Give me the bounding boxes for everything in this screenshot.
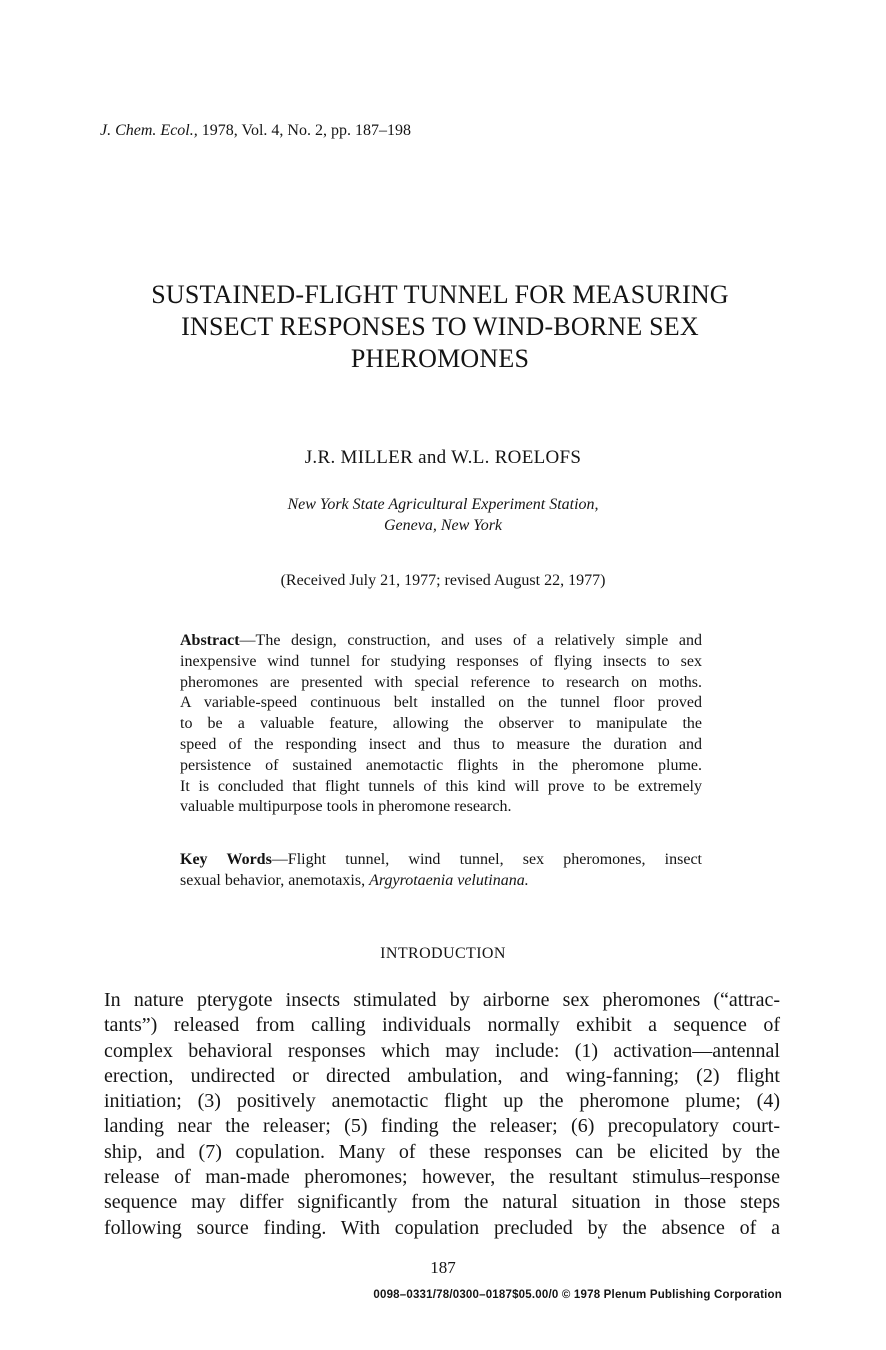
title-line: INSECT RESPONSES TO WIND-BORNE SEX: [181, 312, 699, 341]
article-title: [100, 279, 780, 375]
page-number: 187: [430, 1258, 456, 1277]
species-name: Argyrotaenia velutinana.: [369, 872, 529, 889]
authors: J.R. MILLER and W.L. ROELOFS: [304, 447, 582, 468]
abstract-line: A variable-speed continuous belt installed on the tunnel floor proved: [180, 694, 702, 712]
section-heading: INTRODUCTION: [380, 945, 506, 962]
keywords-text: sexual behavior, anemotaxis,: [180, 872, 370, 889]
title-line: SUSTAINED-FLIGHT TUNNEL FOR MEASURING: [151, 280, 729, 309]
body-line: complex behavioral responses which may include: (1) activation—antennal: [104, 1039, 780, 1062]
abstract: [180, 631, 702, 818]
body-line: tants”) released from calling individuals normally exhibit a sequence of: [104, 1014, 780, 1037]
body-line: landing near the releaser; (5) finding the releaser; (6) precopulatory court-: [104, 1115, 780, 1138]
body-line: erection, undirected or directed ambulation, and wing-fanning; (2) flight: [104, 1064, 780, 1087]
body-line: sequence may differ significantly from the natural situation in those steps: [104, 1191, 780, 1214]
abstract-line: inexpensive wind tunnel for studying responses of flying insects to sex: [180, 652, 702, 670]
abstract-line: valuable multipurpose tools in pheromone research.: [180, 798, 512, 816]
keywords-label: Key Words: [180, 851, 272, 868]
journal-citation: [100, 122, 411, 140]
journal-name: J. Chem. Ecol.,: [100, 122, 198, 139]
affiliation-line: New York State Agricultural Experiment Station,: [287, 496, 599, 513]
abstract-label: Abstract: [180, 632, 240, 649]
body-line: following source finding. With copulation precluded by the absence of a: [104, 1216, 780, 1239]
body-line: initiation; (3) positively anemotactic flight up the pheromone plume; (4): [104, 1090, 780, 1113]
abstract-text: —The design, construction, and uses of a relatively simple and: [239, 632, 702, 649]
introduction-paragraph: [104, 988, 780, 1241]
copyright-footer: 0098–0331/78/0300–0187$05.00/0 © 1978 Plenum Publishing Corporation: [373, 1289, 782, 1301]
affiliation: [0, 494, 886, 536]
body-line: In nature pterygote insects stimulated by airborne sex pheromones (“attrac-: [104, 989, 780, 1011]
abstract-line: [180, 631, 702, 652]
keywords-text: —Flight tunnel, wind tunnel, sex pheromones, insect: [271, 851, 702, 868]
abstract-line: pheromones are presented with special reference to research on moths.: [180, 673, 702, 691]
keywords-line: [180, 849, 702, 870]
key-words: [180, 849, 702, 891]
body-line: ship, and (7) copulation. Many of these responses can be elicited by the: [104, 1140, 780, 1163]
affiliation-line: Geneva, New York: [383, 517, 503, 534]
title-line: PHEROMONES: [350, 344, 530, 373]
keywords-line: [180, 870, 702, 891]
body-line: release of man-made pheromones; however, the resultant stimulus–response: [104, 1166, 780, 1189]
abstract-line: speed of the responding insect and thus to measure the duration and: [180, 735, 702, 753]
citation-details: 1978, Vol. 4, No. 2, pp. 187–198: [197, 122, 411, 139]
received-dates: (Received July 21, 1977; revised August 22, 1977): [280, 572, 606, 589]
abstract-line: It is concluded that flight tunnels of this kind will prove to be extremely: [180, 777, 702, 795]
abstract-line: to be a valuable feature, allowing the observer to manipulate the: [180, 715, 702, 733]
abstract-line: persistence of sustained anemotactic flights in the pheromone plume.: [180, 756, 702, 774]
